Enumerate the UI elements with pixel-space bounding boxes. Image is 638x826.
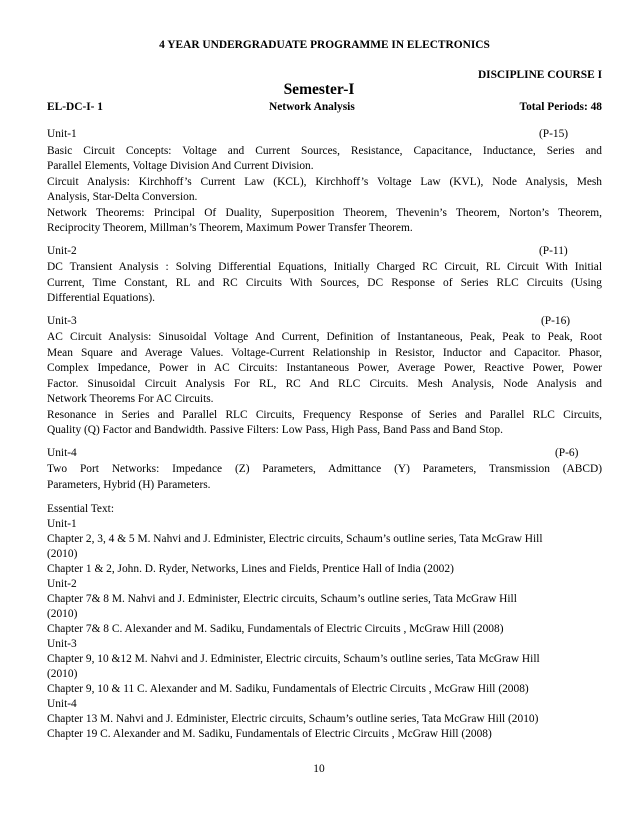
unit-2-line: Differential Equations). [47,292,155,304]
semester-title: Semester-I [283,81,355,98]
reference-line: (2010) [47,608,78,620]
reference-line: (2010) [47,548,78,560]
course-title: Network Analysis [269,101,355,113]
unit-2-line: DC Transient Analysis : Solving Differential Equations, Initially Charged RC Circuit, RL Circuit With Initial [47,261,602,273]
unit-2-line: Current, Time Constant, RL and RC Circuits With Sources, DC Response of Series RLC Circuits (Using [47,277,602,289]
reference-line: Unit-4 [47,698,77,710]
unit-label: Unit-4 [47,447,77,459]
unit-4-line: Parameters, Hybrid (H) Parameters. [47,479,211,491]
reference-line: Chapter 7& 8 C. Alexander and M. Sadiku, Fundamentals of Electric Circuits , McGraw Hill (2008) [47,623,504,635]
unit-periods: (P-15) [539,128,569,140]
unit-1-line: Basic Circuit Concepts: Voltage and Current Sources, Resistance, Capacitance, Inductance, Series and [47,145,602,157]
reference-line: Chapter 19 C. Alexander and M. Sadiku, Fundamentals of Electric Circuits , McGraw Hill (2008) [47,728,492,740]
reference-line: Unit-2 [47,578,77,590]
reference-line: Chapter 7& 8 M. Nahvi and J. Edminister, Electric circuits, Schaum’s outline series, Tata McGraw Hill [47,593,517,605]
reference-line: Chapter 9, 10 & 11 C. Alexander and M. Sadiku, Fundamentals of Electric Circuits , McGraw Hill (2008) [47,683,529,695]
reference-line: Chapter 1 & 2, John. D. Ryder, Networks, Lines and Fields, Prentice Hall of India (2002) [47,563,454,575]
unit-label: Unit-2 [47,245,77,257]
unit-4-line: Two Port Networks: Impedance (Z) Parameters, Admittance (Y) Parameters, Transmission (ABCD) [47,463,602,475]
reference-line: Chapter 2, 3, 4 & 5 M. Nahvi and J. Edminister, Electric circuits, Schaum’s outline series, Tata McGraw Hill [47,533,543,545]
unit-1-line: Circuit Analysis: Kirchhoff’s Current Law (KCL), Kirchhoff’s Voltage Law (KVL), Node Analysis, Mesh [47,176,602,188]
unit-3-line: Complex Impedance, Power in AC Circuits: Instantaneous Power, Average Power, Reactive Power, Power [47,362,602,374]
unit-1-line: Analysis, Star-Delta Conversion. [47,191,198,203]
unit-periods: (P-16) [541,315,571,327]
reference-line: Chapter 13 M. Nahvi and J. Edminister, Electric circuits, Schaum’s outline series, Tata McGraw Hill (2010) [47,713,539,725]
unit-3-line: Quality (Q) Factor and Bandwidth. Passive Filters: Low Pass, High Pass, Band Pass and Band Stop. [47,424,503,436]
unit-3-line: Factor. Sinusoidal Circuit Analysis For RL, RC And RLC Circuits. Mesh Analysis, Node Analysis and [47,378,602,390]
reference-line: Unit-3 [47,638,77,650]
unit-3-line: AC Circuit Analysis: Sinusoidal Voltage And Current, Definition of Instantaneous, Peak, Peak to Peak, Root [47,331,602,343]
course-code: EL-DC-I- 1 [47,101,104,113]
unit-3-line: Resonance in Series and Parallel RLC Circuits, Frequency Response of Series and Parallel RLC Circuits, [47,409,602,421]
unit-3-line: Network Theorems For AC Circuits. [47,393,214,405]
unit-1-line: Reciprocity Theorem, Millman’s Theorem, Maximum Power Transfer Theorem. [47,222,413,234]
unit-1-line: Parallel Elements, Voltage Division And Current Division. [47,160,314,172]
unit-periods: (P-6) [555,447,579,459]
unit-periods: (P-11) [539,245,568,257]
essential-text-heading: Essential Text: [47,503,115,515]
unit-label: Unit-1 [47,128,77,140]
reference-line: Chapter 9, 10 &12 M. Nahvi and J. Edminister, Electric circuits, Schaum’s outline series, Tata McGraw Hill [47,653,540,665]
programme-title: 4 YEAR UNDERGRADUATE PROGRAMME IN ELECTRONICS [159,39,490,51]
unit-label: Unit-3 [47,315,77,327]
unit-3-line: Mean Square and Average Values. Voltage-Current Relationship in Resistor, Inductor and Capacitor. Phasor, [47,347,602,359]
unit-1-line: Network Theorems: Principal Of Duality, Superposition Theorem, Thevenin’s Theorem, Norton’s Theorem, [47,207,602,219]
total-periods: Total Periods: 48 [519,101,602,113]
reference-line: Unit-1 [47,518,77,530]
reference-line: (2010) [47,668,78,680]
discipline-label: DISCIPLINE COURSE I [477,69,602,81]
page-number: 10 [313,763,325,775]
